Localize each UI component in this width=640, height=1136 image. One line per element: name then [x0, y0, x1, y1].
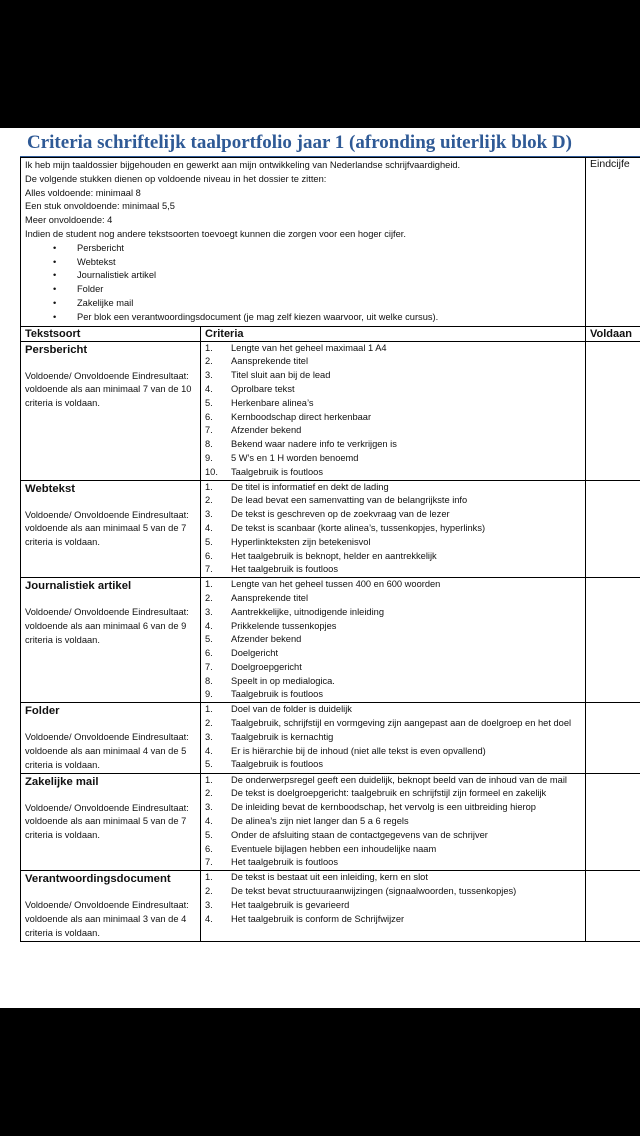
criterion-text: Taalgebruik, schrijfstijl en vormgeving zijn aangepast aan de doelgroep en het doel — [231, 718, 572, 729]
criterion-item — [205, 843, 585, 857]
criterion-item — [205, 731, 585, 745]
criterion-number: 6. — [205, 550, 213, 561]
section-name: Journalistiek artikel — [25, 580, 132, 593]
intro-line: Alles voldoende: minimaal 8 — [25, 187, 141, 198]
criterion-item — [205, 438, 585, 452]
criterion-number: 7. — [205, 564, 213, 575]
section-description: Voldoende/ Onvoldoende Eindresultaat: voldoende als aan minimaal 6 van de 9 criteria is voldaan. — [25, 607, 189, 645]
section-row — [21, 480, 640, 578]
criterion-text: Lengte van het geheel maximaal 1 A4 — [231, 342, 387, 353]
criterion-item — [205, 801, 585, 815]
criterion-number: 1. — [205, 481, 213, 492]
section-row — [21, 341, 640, 480]
criterion-number: 4. — [205, 816, 213, 827]
criterion-number: 4. — [205, 620, 213, 631]
bullet-item: • Persbericht — [25, 242, 585, 256]
criterion-number: 3. — [205, 509, 213, 520]
criterion-text: Afzender bekend — [231, 634, 302, 645]
bullet-item: • Webtekst — [25, 256, 585, 270]
criterion-number: 6. — [205, 411, 213, 422]
bullet-item: • Zakelijke mail — [25, 297, 585, 311]
criterion-text: Het taalgebruik is beknopt, helder en aantrekkelijk — [231, 550, 437, 561]
criterion-text: Doelgroepgericht — [231, 661, 302, 672]
criterion-number: 4. — [205, 383, 213, 394]
criterion-item — [205, 829, 585, 843]
criterion-number: 2. — [205, 788, 213, 799]
criterion-text: Prikkelende tussenkopjes — [231, 620, 337, 631]
criterion-item — [205, 355, 585, 369]
criterion-text: Bekend waar nadere info te verkrijgen is — [231, 439, 397, 450]
criterion-text: Aansprekende titel — [231, 356, 309, 367]
criterion-item — [205, 899, 585, 913]
criterion-item — [205, 563, 585, 577]
section-type-cell — [21, 871, 201, 941]
criterion-number: 5. — [205, 759, 213, 770]
criterion-number: 7. — [205, 661, 213, 672]
section-voldaan-cell — [586, 703, 640, 773]
criterion-text: Speelt in op medialogica. — [231, 675, 335, 686]
criterion-number: 5. — [205, 397, 213, 408]
criterion-number: 7. — [205, 425, 213, 436]
section-type-cell — [21, 578, 201, 703]
section-description: Voldoende/ Onvoldoende Eindresultaat: voldoende als aan minimaal 4 van de 5 criteria is voldaan. — [25, 732, 189, 770]
criterion-number: 2. — [205, 592, 213, 603]
criterion-text: De titel is informatief en dekt de lading — [231, 481, 389, 492]
criterion-item — [205, 787, 585, 801]
criterion-number: 5. — [205, 829, 213, 840]
criterion-text: Taalgebruik is foutloos — [231, 689, 323, 700]
section-name: Folder — [25, 705, 60, 718]
criterion-text: Hyperlinkteksten zijn betekenisvol — [231, 536, 371, 547]
section-criteria-cell — [201, 773, 586, 871]
criterion-item — [205, 717, 585, 731]
criterion-number: 1. — [205, 342, 213, 353]
intro-line: Een stuk onvoldoende: minimaal 5,5 — [25, 201, 175, 212]
section-type-cell — [21, 703, 201, 773]
criterion-number: 1. — [205, 704, 213, 715]
criterion-number: 10. — [205, 466, 218, 477]
criterion-text: 5 W’s en 1 H worden benoemd — [231, 452, 359, 463]
criterion-text: De onderwerpsregel geeft een duidelijk, beknopt beeld van de inhoud van de mail — [231, 774, 567, 785]
criterion-item — [205, 342, 585, 356]
section-row — [21, 773, 640, 871]
criterion-item — [205, 913, 585, 927]
criterion-text: Het taalgebruik is gevarieerd — [231, 899, 350, 910]
criterion-text: Taalgebruik is foutloos — [231, 466, 323, 477]
criterion-number: 6. — [205, 648, 213, 659]
criterion-item — [205, 383, 585, 397]
criterion-text: Doelgericht — [231, 648, 279, 659]
section-description: Voldoende/ Onvoldoende Eindresultaat: voldoende als aan minimaal 5 van de 7 criteria is voldaan. — [25, 509, 189, 548]
criterion-number: 5. — [205, 536, 213, 547]
intro-line: Meer onvoldoende: 4 — [25, 215, 113, 226]
section-name: Persbericht — [25, 343, 88, 356]
intro-cell — [21, 158, 586, 327]
criterion-item — [205, 481, 585, 495]
criterion-number: 3. — [205, 370, 213, 381]
criterion-text: Lengte van het geheel tussen 400 en 600 woorden — [231, 579, 441, 590]
eindcijfer-cell — [586, 158, 640, 327]
criterion-text: De tekst is scanbaar (korte alinea’s, tussenkopjes, hyperlinks) — [231, 522, 486, 533]
section-row — [21, 871, 640, 941]
criterion-item — [205, 675, 585, 689]
section-voldaan-cell — [586, 480, 640, 578]
criterion-text: Kernboodschap direct herkenbaar — [231, 411, 372, 422]
criterion-item — [205, 856, 585, 870]
section-voldaan-cell — [586, 341, 640, 480]
section-type-cell — [21, 341, 201, 480]
criterion-text: Het taalgebruik is conform de Schrijfwijzer — [231, 913, 405, 924]
criterion-item — [205, 758, 585, 772]
criterion-text: De tekst bevat structuuraanwijzingen (signaalwoorden, tussenkopjes) — [231, 886, 517, 897]
criterion-number: 6. — [205, 843, 213, 854]
criterion-number: 2. — [205, 886, 213, 897]
criterion-item — [205, 536, 585, 550]
criterion-number: 1. — [205, 872, 213, 883]
criterion-text: Herkenbare alinea’s — [231, 397, 314, 408]
bullet-item: • Journalistiek artikel — [25, 269, 585, 283]
criterion-item — [205, 452, 585, 466]
criterion-text: Onder de afsluiting staan de contactgegevens van de schrijver — [231, 829, 488, 840]
section-voldaan-cell — [586, 773, 640, 871]
criterion-item — [205, 424, 585, 438]
criterion-item — [205, 633, 585, 647]
criterion-number: 3. — [205, 899, 213, 910]
criterion-item — [205, 508, 585, 522]
intro-line: Indien de student nog andere tekstsoorten toevoegt kunnen die zorgen voor een hoger cijfer. — [25, 228, 406, 239]
section-criteria-cell — [201, 871, 586, 941]
bullet-item: • Per blok een verantwoordingsdocument (je mag zelf kiezen waarvoor, uit welke cursus). — [25, 311, 585, 325]
eindcijfer-label: Eindcijfe — [590, 158, 630, 170]
criterion-item — [205, 606, 585, 620]
section-description: Voldoende/ Onvoldoende Eindresultaat: voldoende als aan minimaal 3 van de 4 criteria is voldaan. — [25, 900, 189, 938]
criterion-number: 3. — [205, 802, 213, 813]
criterion-item — [205, 688, 585, 702]
section-row — [21, 703, 640, 773]
criterion-item — [205, 661, 585, 675]
criterion-text: De tekst is geschreven op de zoekvraag van de lezer — [231, 509, 450, 520]
criterion-number: 1. — [205, 579, 213, 590]
criterion-number: 4. — [205, 522, 213, 533]
criterion-text: Oprolbare tekst — [231, 383, 295, 394]
criterion-text: Het taalgebruik is foutloos — [231, 564, 338, 575]
criterion-number: 3. — [205, 606, 213, 617]
criterion-text: Titel sluit aan bij de lead — [231, 370, 331, 381]
criterion-number: 3. — [205, 731, 213, 742]
section-criteria-cell — [201, 703, 586, 773]
section-type-cell — [21, 480, 201, 578]
section-type-cell — [21, 773, 201, 871]
document-page — [0, 128, 640, 1008]
criterion-text: Taalgebruik is foutloos — [231, 759, 323, 770]
criterion-text: Afzender bekend — [231, 425, 302, 436]
intro-line: De volgende stukken dienen op voldoende niveau in het dossier te zitten: — [25, 173, 327, 184]
bullet-item: • Folder — [25, 283, 585, 297]
criterion-number: 1. — [205, 774, 213, 785]
criterion-text: Eventuele bijlagen hebben een inhoudelijke naam — [231, 843, 437, 854]
criterion-number: 7. — [205, 857, 213, 868]
criterion-item — [205, 494, 585, 508]
criterion-item — [205, 703, 585, 717]
section-criteria-cell — [201, 578, 586, 703]
criteria-table — [20, 157, 640, 942]
criterion-text: Het taalgebruik is foutloos — [231, 857, 338, 868]
criterion-item — [205, 578, 585, 592]
section-criteria-cell — [201, 341, 586, 480]
criterion-number: 4. — [205, 745, 213, 756]
criterion-number: 9. — [205, 689, 213, 700]
criterion-number: 2. — [205, 495, 213, 506]
section-name: Zakelijke mail — [25, 775, 99, 788]
criterion-item — [205, 522, 585, 536]
section-description: Voldoende/ Onvoldoende Eindresultaat: voldoende als aan minimaal 7 van de 10 criteria is voldaan. — [25, 370, 192, 409]
criterion-item — [205, 815, 585, 829]
criterion-text: Aansprekende titel — [231, 592, 309, 603]
criterion-item — [205, 774, 585, 788]
criterion-number: 2. — [205, 718, 213, 729]
criterion-item — [205, 620, 585, 634]
criterion-item — [205, 745, 585, 759]
criterion-item — [205, 369, 585, 383]
criterion-item — [205, 550, 585, 564]
header-tekstsoort: Tekstsoort — [21, 326, 201, 341]
criterion-text: Er is hiërarchie bij de inhoud (niet alle tekst is even opvallend) — [231, 745, 486, 756]
criterion-item — [205, 466, 585, 480]
intro-row — [21, 158, 640, 327]
header-criteria: Criteria — [201, 326, 586, 341]
section-voldaan-cell — [586, 871, 640, 941]
criterion-item — [205, 885, 585, 899]
header-row — [21, 326, 640, 341]
criterion-number: 8. — [205, 675, 213, 686]
criterion-text: De inleiding bevat de kernboodschap, het vervolg is een uitbreiding hierop — [231, 802, 536, 813]
section-voldaan-cell — [586, 578, 640, 703]
criterion-text: De tekst is bestaat uit een inleiding, kern en slot — [231, 872, 428, 883]
intro-line: Ik heb mijn taaldossier bijgehouden en gewerkt aan mijn ontwikkeling van Nederlandse schrijfvaardigheid. — [25, 160, 461, 170]
header-voldaan: Voldaan — [586, 326, 640, 341]
criterion-text: Doel van de folder is duidelijk — [231, 704, 352, 715]
criterion-item — [205, 592, 585, 606]
criterion-number: 9. — [205, 452, 213, 463]
criterion-text: De lead bevat een samenvatting van de belangrijkste info — [231, 495, 468, 506]
section-name: Verantwoordingsdocument — [25, 873, 171, 886]
section-description: Voldoende/ Onvoldoende Eindresultaat: voldoende als aan minimaal 5 van de 7 criteria is voldaan. — [25, 802, 189, 841]
document-title: Criteria schriftelijk taalportfolio jaar 1 (afronding uiterlijk blok D) — [27, 132, 572, 153]
criterion-number: 5. — [205, 634, 213, 645]
criterion-text: De alinea’s zijn niet langer dan 5 a 6 regels — [231, 816, 409, 827]
section-name: Webtekst — [25, 482, 76, 495]
section-row — [21, 578, 640, 703]
criterion-text: Aantrekkelijke, uitnodigende inleiding — [231, 606, 384, 617]
criterion-item — [205, 411, 585, 425]
criterion-text: Taalgebruik is kernachtig — [231, 731, 334, 742]
criterion-item — [205, 647, 585, 661]
criterion-text: De tekst is doelgroepgericht: taalgebruik en schrijfstijl zijn formeel en zakelijk — [231, 788, 547, 799]
criterion-number: 8. — [205, 439, 213, 450]
criterion-number: 2. — [205, 356, 213, 367]
criterion-item — [205, 871, 585, 885]
criterion-item — [205, 397, 585, 411]
section-criteria-cell — [201, 480, 586, 578]
criterion-number: 4. — [205, 913, 213, 924]
